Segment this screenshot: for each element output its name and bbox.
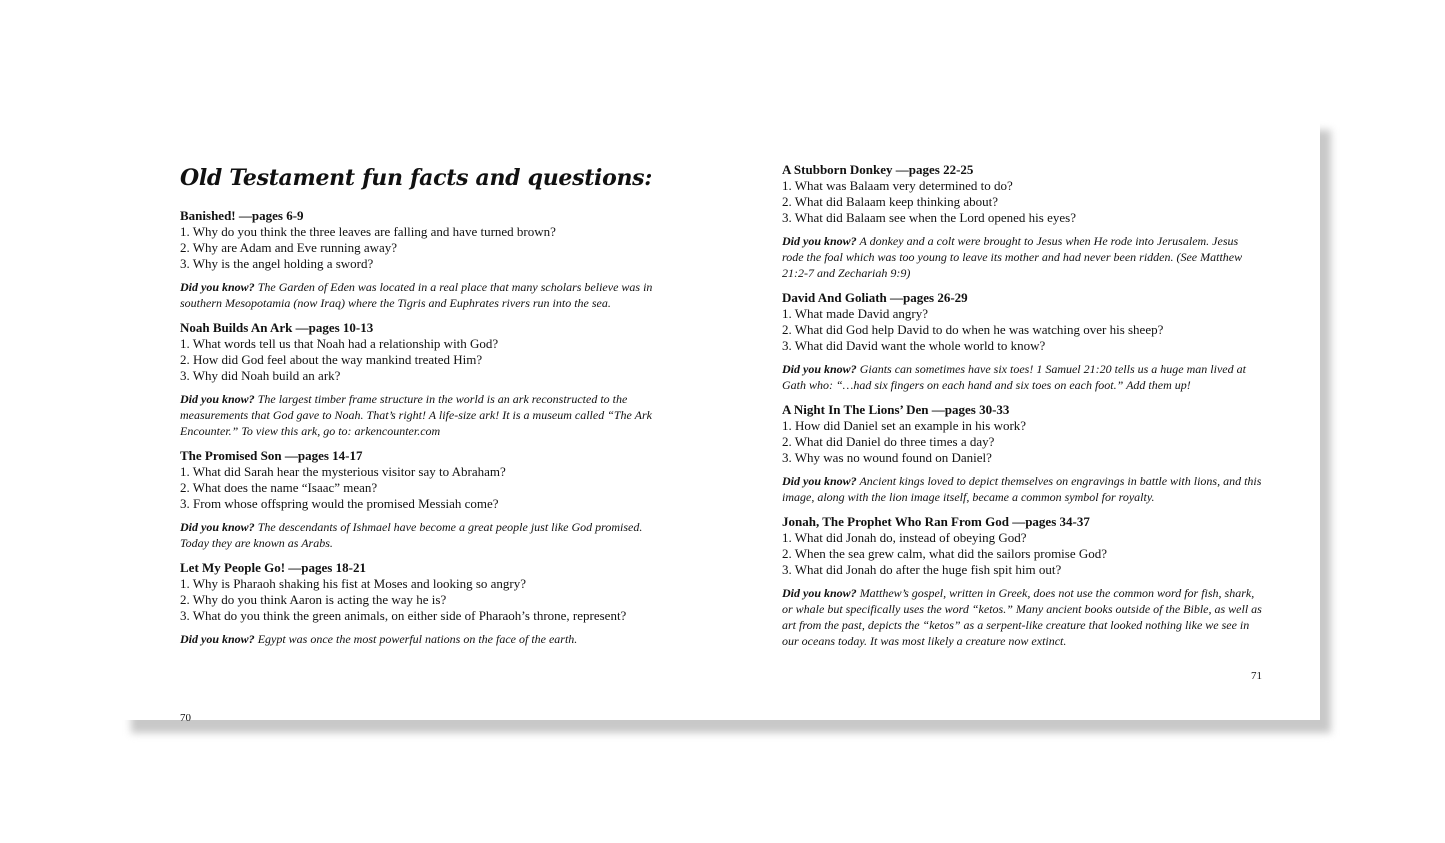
question: 2. Why are Adam and Eve running away?	[180, 240, 398, 255]
section-let-my-people-go	[180, 560, 660, 647]
question: 2. When the sea grew calm, what did the sailors promise God?	[782, 546, 1108, 561]
did-you-know-text: Egypt was once the most powerful nations on the face of the earth.	[254, 632, 578, 646]
question: 3. What did David want the whole world to know?	[782, 338, 1046, 353]
section-stubborn-donkey	[782, 162, 1262, 281]
section-title: Jonah, The Prophet Who Ran From God —pages 34-37	[782, 514, 1090, 529]
did-you-know-label: Did you know?	[180, 280, 255, 294]
question: 2. What does the name “Isaac” mean?	[180, 480, 378, 495]
section-title: Banished! —pages 6-9	[180, 208, 304, 223]
did-you-know-text: Giants can sometimes have six toes! 1 Samuel 21:20 tells us a huge man lived at Gath who: “…had six fingers on each hand and six toes on each foot.” Add them up!	[782, 362, 1246, 392]
section-jonah	[782, 514, 1262, 649]
right-page	[782, 120, 1262, 682]
did-you-know-label: Did you know?	[180, 392, 255, 406]
page-heading: Old Testament fun facts and questions:	[180, 165, 653, 191]
section-title: A Stubborn Donkey —pages 22-25	[782, 162, 974, 177]
question: 1. What was Balaam very determined to do?	[782, 178, 1013, 193]
did-you-know	[180, 279, 660, 311]
section-title: Let My People Go! —pages 18-21	[180, 560, 366, 575]
did-you-know-label: Did you know?	[782, 234, 857, 248]
book-spread	[120, 120, 1320, 724]
question: 3. What did Balaam see when the Lord opened his eyes?	[782, 210, 1076, 225]
section-banished	[180, 208, 660, 311]
question: 3. Why did Noah build an ark?	[180, 368, 341, 383]
question: 3. What did Jonah do after the huge fish spit him out?	[782, 562, 1062, 577]
did-you-know	[180, 391, 660, 439]
question: 3. What do you think the green animals, on either side of Pharaoh’s throne, represent?	[180, 608, 627, 623]
question: 3. From whose offspring would the promised Messiah come?	[180, 496, 499, 511]
did-you-know-label: Did you know?	[782, 362, 857, 376]
did-you-know-label: Did you know?	[782, 474, 857, 488]
question: 2. What did Balaam keep thinking about?	[782, 194, 999, 209]
section-noah	[180, 320, 660, 439]
section-david-goliath	[782, 290, 1262, 393]
question: 3. Why is the angel holding a sword?	[180, 256, 374, 271]
question: 1. Why is Pharaoh shaking his fist at Moses and looking so angry?	[180, 576, 527, 591]
section-title: A Night In The Lions’ Den —pages 30-33	[782, 402, 1010, 417]
did-you-know-text: The descendants of Ishmael have become a great people just like God promised. Today they are known as Arabs.	[180, 520, 643, 550]
did-you-know-label: Did you know?	[180, 632, 255, 646]
question: 1. What did Sarah hear the mysterious visitor say to Abraham?	[180, 464, 506, 479]
question: 1. What words tell us that Noah had a relationship with God?	[180, 336, 499, 351]
did-you-know	[180, 631, 660, 647]
did-you-know-label: Did you know?	[180, 520, 255, 534]
section-lions-den	[782, 402, 1262, 505]
question: 1. What made David angry?	[782, 306, 928, 321]
did-you-know-text: The largest timber frame structure in the world is an ark reconstructed to the measurements that God gave to Noah. That’s right! A life-size ark! It is a museum called “The Ark Encounter.” To view this ark, go to: arkencounter.com	[180, 392, 652, 438]
did-you-know	[782, 585, 1262, 649]
did-you-know	[782, 361, 1262, 393]
did-you-know-text: Ancient kings loved to depict themselves on engravings in battle with lions, and this image, along with the lion image itself, became a common symbol for royalty.	[782, 474, 1262, 504]
section-promised-son	[180, 448, 660, 551]
did-you-know-text: A donkey and a colt were brought to Jesus when He rode into Jerusalem. Jesus rode the foal which was too young to leave its mother and had never been ridden. (See Matthew 21:2-7 and Zechariah 9:9)	[782, 234, 1243, 280]
did-you-know	[782, 473, 1262, 505]
question: 1. How did Daniel set an example in his work?	[782, 418, 1027, 433]
did-you-know	[782, 233, 1262, 281]
left-page	[180, 162, 660, 724]
section-title: Noah Builds An Ark —pages 10-13	[180, 320, 374, 335]
question: 2. What did Daniel do three times a day?	[782, 434, 995, 449]
section-title: David And Goliath —pages 26-29	[782, 290, 968, 305]
question: 2. What did God help David to do when he was watching over his sheep?	[782, 322, 1164, 337]
did-you-know	[180, 519, 660, 551]
did-you-know-text: The Garden of Eden was located in a real place that many scholars believe was in southern Mesopotamia (now Iraq) where the Tigris and Euphrates rivers run into the sea.	[180, 280, 653, 310]
question: 1. What did Jonah do, instead of obeying God?	[782, 530, 1027, 545]
question: 3. Why was no wound found on Daniel?	[782, 450, 992, 465]
question: 2. Why do you think Aaron is acting the way he is?	[180, 592, 447, 607]
section-title: The Promised Son —pages 14-17	[180, 448, 363, 463]
question: 2. How did God feel about the way mankind treated Him?	[180, 352, 483, 367]
page-number: 70	[180, 712, 191, 724]
question: 1. Why do you think the three leaves are falling and have turned brown?	[180, 224, 556, 239]
did-you-know-text: Matthew’s gospel, written in Greek, does not use the common word for fish, shark, or whale but specifically uses the word “ketos.” Many ancient books outside of the Bible, as well as art from the past, depicts the “ketos” as a serpent-like creature that looked nothing like we see in our oceans today. It was most likely a creature now extinct.	[782, 586, 1262, 648]
did-you-know-label: Did you know?	[782, 586, 857, 600]
page-number: 71	[1251, 670, 1262, 682]
